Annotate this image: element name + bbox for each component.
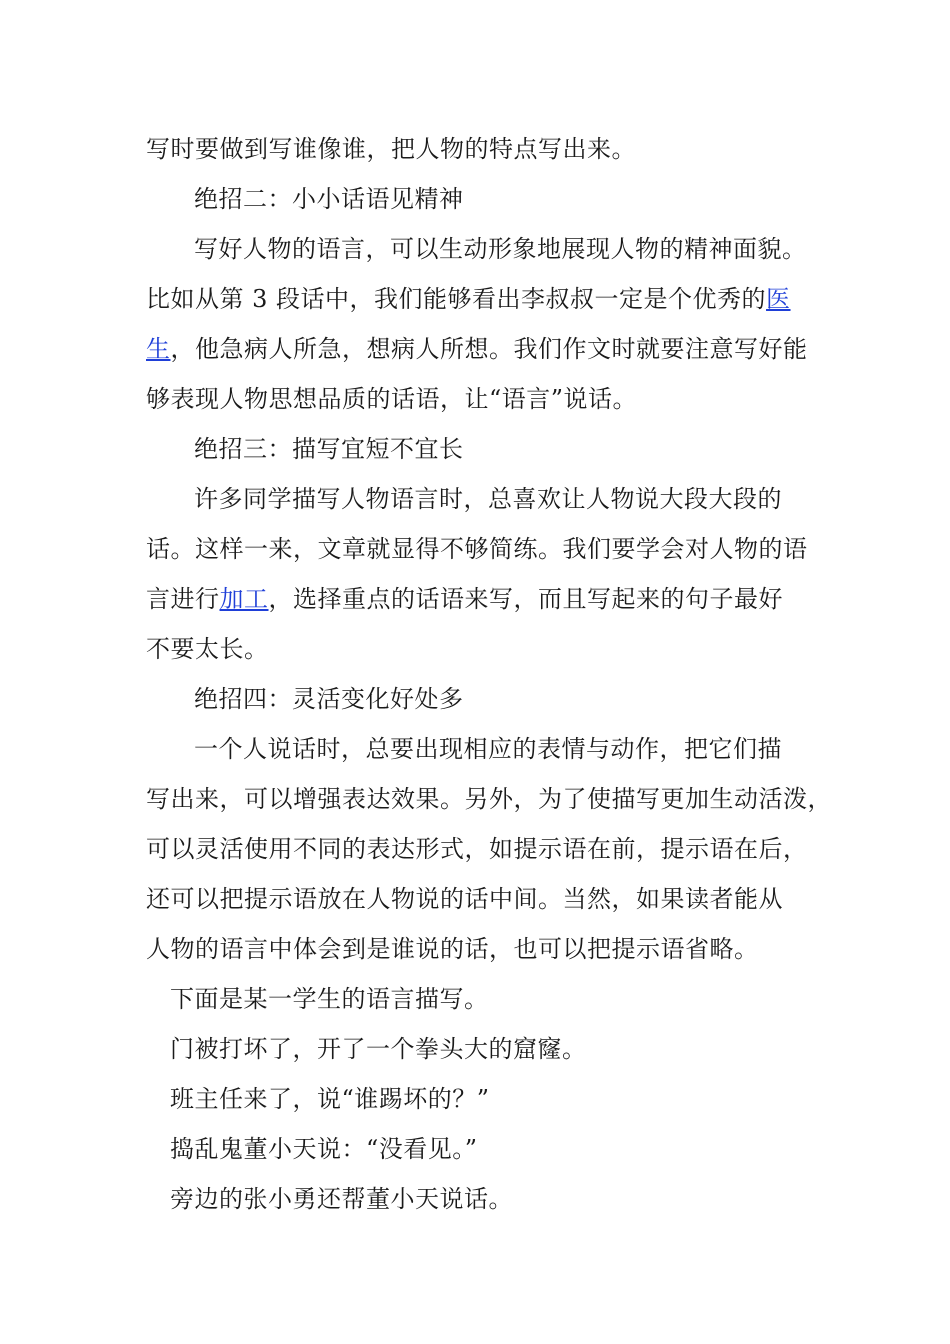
example-line: 旁边的张小勇还帮董小天说话。 <box>170 1185 513 1213</box>
text-segment: ，选择重点的话语来写，而且写起来的句子最好 <box>268 585 783 613</box>
text-line: 可以灵活使用不同的表达形式，如提示语在前，提示语在后， <box>146 835 808 863</box>
processing-link[interactable]: 加工 <box>219 585 269 613</box>
text-segment: 言进行 <box>146 585 220 613</box>
text-line <box>146 332 826 366</box>
text-line: 写时要做到写谁像谁，把人物的特点写出来。 <box>146 135 636 163</box>
text-line: 人物的语言中体会到是谁说的话，也可以把提示语省略。 <box>146 935 759 963</box>
text-line: 不要太长。 <box>146 635 269 663</box>
text-line: 一个人说话时，总要出现相应的表情与动作，把它们描 <box>194 735 782 763</box>
text-line: 还可以把提示语放在人物说的话中间。当然，如果读者能从 <box>146 885 783 913</box>
example-line: 门被打坏了，开了一个拳头大的窟窿。 <box>170 1035 587 1063</box>
doctor-link-part1[interactable]: 医 <box>766 285 791 313</box>
text-segment: ，他急病人所急，想病人所想。我们作文时就要注意写好能 <box>170 335 808 363</box>
text-line <box>146 282 826 316</box>
text-line <box>146 582 826 616</box>
example-line: 班主任来了，说“谁踢坏的？” <box>170 1085 490 1113</box>
text-line: 够表现人物思想品质的话语，让“语言”说话。 <box>146 385 638 413</box>
section-heading-4: 绝招四：灵活变化好处多 <box>194 685 464 713</box>
text-line: 写出来，可以增强表达效果。另外，为了使描写更加生动活泼， <box>146 785 832 813</box>
section-heading-2: 绝招二：小小话语见精神 <box>194 185 464 213</box>
example-line: 捣乱鬼董小天说：“没看见。” <box>170 1135 478 1163</box>
doctor-link-part2[interactable]: 生 <box>146 335 171 363</box>
section-heading-3: 绝招三：描写宜短不宜长 <box>194 435 464 463</box>
text-segment: 比如从第 3 段话中，我们能够看出李叔叔一定是个优秀的 <box>146 285 767 313</box>
text-line: 话。这样一来，文章就显得不够简练。我们要学会对人物的语 <box>146 535 808 563</box>
text-line: 许多同学描写人物语言时，总喜欢让人物说大段大段的 <box>194 485 782 513</box>
example-intro: 下面是某一学生的语言描写。 <box>170 985 489 1013</box>
text-line: 写好人物的语言，可以生动形象地展现人物的精神面貌。 <box>194 235 807 263</box>
